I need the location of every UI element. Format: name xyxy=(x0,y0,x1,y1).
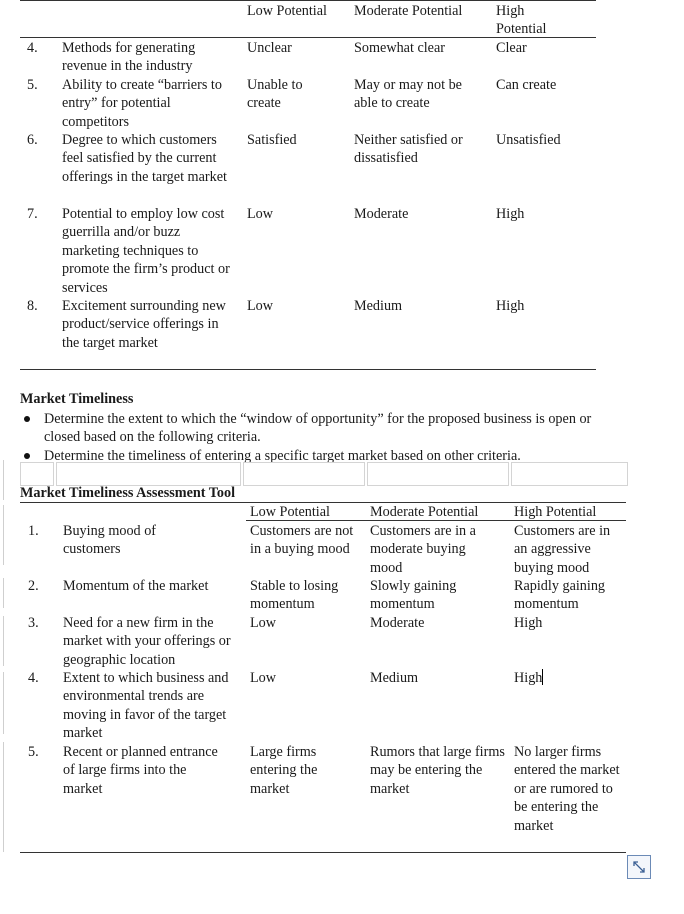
table-cell-moderate: Moderate xyxy=(370,615,425,631)
table-row-criterion: Methods for generating revenue in the industry xyxy=(62,40,196,75)
table-row-criterion: Potential to employ low cost guerrilla and/or buzz marketing techniques to promote the firm’s product or services xyxy=(62,206,230,296)
table-cell-moderate: Rumors that large firms may be entering the market xyxy=(370,744,505,797)
table-row-number: 2. xyxy=(28,578,39,594)
table-cell-high: Can create xyxy=(496,77,557,93)
table-cell-high: High xyxy=(514,615,543,631)
table-row-criterion: Ability to create “barriers to entry” for potential competitors xyxy=(62,77,222,130)
section-heading: Market Timeliness xyxy=(20,391,134,407)
margin-line xyxy=(3,742,4,852)
table-2-bottom-rule xyxy=(20,852,626,853)
table-row-number: 6. xyxy=(27,132,38,148)
table-row-number: 5. xyxy=(28,744,39,760)
bullet-text: Determine the timeliness of entering a specific target market based on other criteria. xyxy=(44,448,521,464)
table-2-header-moderate: Moderate Potential xyxy=(370,504,479,520)
table-row-number: 5. xyxy=(27,77,38,93)
bullet-text: Determine the extent to which the “window of opportunity” for the proposed business is open or closed based on the following criteria. xyxy=(44,411,592,446)
table-row-criterion: Need for a new firm in the market with your offerings or geographic location xyxy=(63,615,231,668)
table-cell-high: Clear xyxy=(496,40,527,56)
table-row-number: 7. xyxy=(27,206,38,222)
table-cell-low: Stable to losing momentum xyxy=(250,578,339,613)
table-cell-high: High xyxy=(496,298,525,314)
table-cell-low: Low xyxy=(247,206,274,222)
table-row-number: 4. xyxy=(28,670,39,686)
table-cell-low: Low xyxy=(250,670,277,686)
table-cell-moderate: Somewhat clear xyxy=(354,40,445,56)
table-cell-low: Low xyxy=(247,298,274,314)
table-cell-moderate: May or may not be able to create xyxy=(354,77,462,112)
table-row-criterion: Momentum of the market xyxy=(63,578,209,594)
table-2-header-high: High Potential xyxy=(514,504,597,520)
table-2-header-low: Low Potential xyxy=(250,504,330,520)
table-cell-moderate: Customers are in a moderate buying mood xyxy=(370,523,476,576)
table-1-top-rule xyxy=(20,0,596,1)
empty-table-cell[interactable] xyxy=(56,462,241,486)
table-cell-moderate: Medium xyxy=(354,298,403,314)
table-2-title: Market Timeliness Assessment Tool xyxy=(20,485,236,501)
table-cell-high: Rapidly gaining momentum xyxy=(514,578,606,613)
table-cell-high: Customers are in an aggressive buying mood xyxy=(514,523,611,576)
table-1-header-low: Low Potential xyxy=(247,3,327,19)
table-cell-moderate: Slowly gaining momentum xyxy=(370,578,457,613)
table-row-criterion: Excitement surrounding new product/service offerings in the target market xyxy=(62,298,226,351)
table-row-criterion: Degree to which customers feel satisfied by the current offerings in the target market xyxy=(62,132,227,185)
margin-line xyxy=(3,616,4,666)
table-row-number: 3. xyxy=(28,615,39,631)
table-cell-low: Unable to create xyxy=(247,77,303,112)
table-cell-high: Unsatisfied xyxy=(496,132,561,148)
empty-table-cell[interactable] xyxy=(243,462,365,486)
table-row-criterion: Extent to which business and environmental trends are moving in favor of the target market xyxy=(63,670,229,742)
table-1-header-high: High Potential xyxy=(496,3,547,38)
table-cell-low: Customers are not in a buying mood xyxy=(250,523,354,558)
empty-table-cell[interactable] xyxy=(367,462,509,486)
table-1-header-moderate: Moderate Potential xyxy=(354,3,463,19)
table-cell-low: Satisfied xyxy=(247,132,297,148)
empty-table-cell[interactable] xyxy=(20,462,54,486)
table-row-criterion: Recent or planned entrance of large firms into the market xyxy=(63,744,218,797)
table-cell-low: Unclear xyxy=(247,40,292,56)
table-cell-high: High xyxy=(496,206,525,222)
table-row-number: 4. xyxy=(27,40,38,56)
table-cell-high[interactable] xyxy=(514,669,626,687)
empty-table-cell[interactable] xyxy=(511,462,628,486)
table-row-number: 1. xyxy=(28,523,39,539)
table-1-header-rule xyxy=(20,37,596,38)
table-row-criterion: Buying mood of customers xyxy=(63,523,157,558)
margin-line xyxy=(3,578,4,608)
expand-arrows-icon xyxy=(628,856,650,878)
table-2-header-rule xyxy=(246,520,626,521)
margin-line xyxy=(3,505,4,565)
table-cell-low: Low xyxy=(250,615,277,631)
margin-line xyxy=(3,460,4,500)
table-cell-moderate: Medium xyxy=(370,670,419,686)
margin-line xyxy=(3,672,4,734)
text-cursor xyxy=(542,669,543,685)
table-cell-moderate: Neither satisfied or dissatisfied xyxy=(354,132,463,167)
bullet-dot xyxy=(24,416,30,422)
table-1-bottom-rule xyxy=(20,369,596,370)
table-cell-moderate: Moderate xyxy=(354,206,409,222)
table-cell-high-text: High xyxy=(514,670,543,686)
bullet-dot xyxy=(24,453,30,459)
table-row-number: 8. xyxy=(27,298,38,314)
expand-button[interactable] xyxy=(627,855,651,879)
table-cell-high: No larger firms entered the market or are rumored to be entering the market xyxy=(514,744,620,834)
table-cell-low: Large firms entering the market xyxy=(250,744,318,797)
